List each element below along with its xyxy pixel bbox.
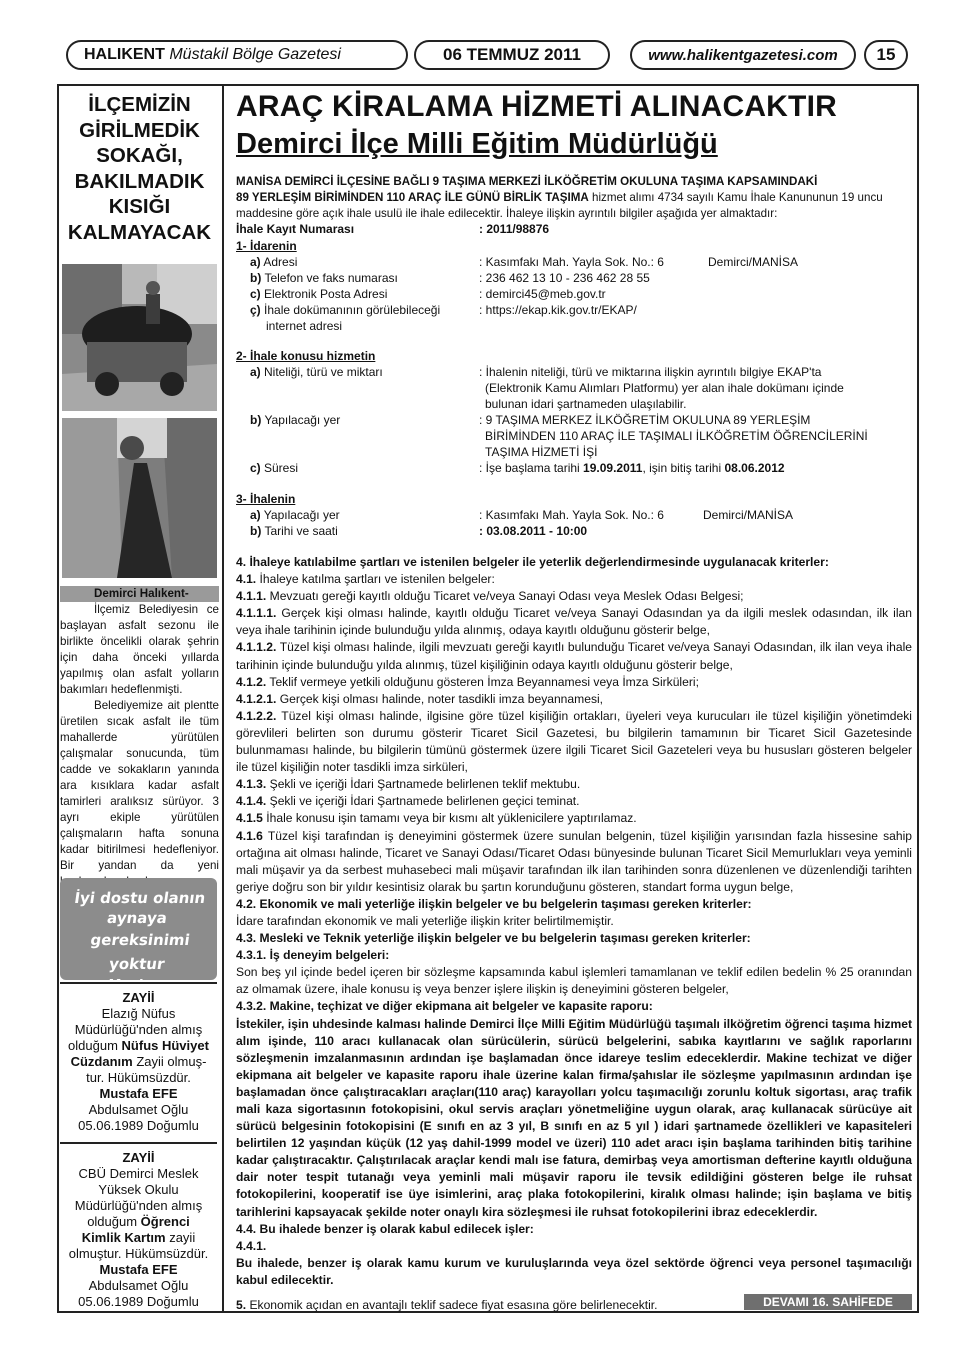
clause-number: 4.1.2.2. [236,708,277,723]
item-key: a) [250,508,261,522]
headline-line: GİRİLMEDİK [79,118,200,142]
body-paragraph [236,605,912,639]
clause-number: 4.1.5 [236,811,263,826]
notice-line: Abdulsamet Oğlu [88,1102,189,1117]
clause-number: 5. [236,1298,247,1313]
notice-line: Yüksek Okulu [98,1182,179,1197]
page-number: 15 [864,40,908,70]
clause-text: İhale konusu işin tamamı veya bir kısmı alt yüklenicilere yaptırılamaz. [262,811,637,826]
article-title: ARAÇ KİRALAMA HİZMETİ ALINACAKTIR [236,90,837,123]
clause-number: 4.1.3. [236,777,267,792]
s3-b-label [250,523,338,539]
intro-text: hizmet alımı 4734 sayılı Kamu İhale Kanununun 19 uncu maddesine göre açık ihale usulü ile ihale edilecektir. İhaleye ilişkin ayrıntılı bilgiler aşağıda yer almaktadır: [236,191,883,220]
body-paragraph [236,708,912,776]
item-key: b) [250,413,262,427]
s1-d-label-2: internet adresi [266,319,343,333]
s2-a-value: : İhalenin niteliği, türü ve miktarına ilişkin ayrıntılı bilgiye EKAP'ta [479,365,822,379]
s1-c-label [250,286,387,302]
article-subtitle: Demirci İlçe Milli Eğitim Müdürlüğü [236,128,718,160]
clause-text: Şekli ve içeriği İdari Şartnamede belirlenen geçici teminat. [266,794,580,809]
notice-line: 05.06.1989 Doğumlu [78,1118,199,1133]
tender-number-value: : 2011/98876 [479,222,550,236]
lost-notice-1 [60,982,217,1134]
section-2-title: 2- İhale konusu hizmetin [236,349,376,363]
body-paragraph: İdare tarafından ekonomik ve mali yeterliğe ilişkin kriter belirtilmemiştir. [236,913,614,928]
paper-name: HALIKENT [84,46,165,63]
notice-line: olmuştur. Hükümsüzdür. [68,1246,209,1261]
body-heading: 4.4. Bu ihalede benzer iş olarak kabul edilecek işler: [236,1221,534,1236]
s1-b-value: : 236 462 13 10 - 236 462 28 55 [479,271,650,285]
item-label: Adresi [260,255,298,269]
body-heading: 4.3. Mesleki ve Teknik yeterliğe ilişkin belgeler ve bu belgelerin taşıması gereken kriterler: [236,931,751,946]
s1-a-value: : Kasımfakı Mah. Yayla Sok. No.: 6 [479,255,664,269]
notice-text: olduğum [87,1214,141,1229]
body-paragraph: Bu ihalede, benzer iş olarak kamu kurum ve kuruluşlarında veya özel sektörde öğrenci veya personel taşımacılığı kabul edilecektir. [236,1255,912,1287]
notice-line: Abdulsamet Oğlu [88,1278,189,1293]
photo-caption [60,586,219,890]
item-label: Niteliği, türü ve miktarı [260,365,383,379]
item-label: İhale dokümanının görülebileceği [260,303,441,317]
item-key: ç) [250,303,261,317]
clause-number: 4.1. [236,572,257,587]
paper-tagline: Müstakil Bölge Gazetesi [169,46,341,63]
body-heading: 4.2. Ekonomik ve mali yeterliğe ilişkin belgeler ve bu belgelerin taşıması gereken kriterler: [236,896,752,911]
start-date: 19.09.2011 [583,461,643,475]
body-paragraph [236,828,912,896]
quote-line: İyi dostu olanın aynaya [73,889,207,927]
item-key: b) [250,271,262,285]
notice-line: 05.06.1989 Doğumlu [78,1294,199,1309]
clause-text: Şekli ve içeriği İdari Şartnamede belirlenen teklif mektubu. [266,777,581,792]
lost-notice-2 [60,1142,217,1310]
item-key: b) [250,524,262,538]
s1-b-label [250,270,398,286]
article-body [236,554,912,1314]
clause-number: 4.1.2. [236,674,267,689]
street-photo-asphalt [62,418,217,578]
s2-a-label [250,364,383,380]
notice-line [60,1230,217,1246]
caption-paragraph: Belediyemize ait plentte üretilen sıcak asfalt ile tüm mahallerde yürütülen çalışmalar sonucunda, tüm cadde ve sokakların yanında ara kısıklara kadar asfalt tamirleri aralıksız sürüyor. 3 ayrı ekiple yürütülen çalışmaların hafta sonuna kadar bitirilmesi hedefleniyor. Bir yandan da yeni [60,699,219,872]
s1-a-city: Demirci/MANİSA [708,255,799,269]
s1-d-label [250,302,440,318]
notice-text: zayii [165,1230,196,1245]
s1-a-label [250,254,297,270]
s2-b-value: TAŞIMA HİZMETİ İŞİ [485,445,598,459]
headline-line: İLÇEMİZİN [88,93,191,116]
end-date: 08.06.2012 [724,461,785,475]
s2-a-value: (Elektronik Kamu Alımları Platformu) yer alan ihale dokümanı içinde [485,381,844,395]
newspaper-name [66,40,408,70]
quote-author: Mevlana [107,978,170,993]
notice-text: olduğum [68,1038,122,1053]
item-label: Süresi [260,461,299,475]
headline-line: SOKAĞI, [96,144,183,168]
notice-bold: Kimlik Kartım [81,1230,166,1245]
continued-on-page-16: DEVAMI 16. SAHİFEDE [744,1294,912,1310]
notice-text: Zayii olmuş- [132,1054,207,1069]
headline-line: KISIĞI [108,195,171,219]
intro-bold: MANİSA DEMİRCİ İLÇESİNE BAĞLI 9 TAŞIMA MERKEZİ İLKÖĞRETİM OKULUNA TAŞIMA KAPSAMINDAKİ [236,175,818,188]
s1-d-value[interactable]: : https://ekap.kik.gov.tr/EKAP/ [479,303,637,317]
s1-c-value[interactable]: : demirci45@meb.gov.tr [479,287,606,301]
quote-box [60,878,217,993]
item-key: c) [250,287,261,301]
s3-a-label [250,507,340,523]
notice-line [60,1038,217,1054]
s2-b-label [250,412,340,428]
body-paragraph [236,571,912,588]
column-divider [222,84,224,1313]
issue-date: 06 TEMMUZ 2011 [414,40,610,70]
notice-bold: Nüfus Hüviyet [121,1038,209,1053]
notice-line: Elazığ Nüfus [101,1006,176,1021]
item-text: , işin bitiş tarihi [642,461,725,475]
body-paragraph [236,776,912,793]
item-label: Telefon ve faks numarası [261,271,398,285]
tender-number-label: İhale Kayıt Numarası [236,222,355,236]
item-key: c) [250,461,261,475]
item-key: a) [250,255,261,269]
sidebar-headline [57,92,222,246]
item-label: Tarihi ve saati [261,524,338,538]
quote-line: gereksinimi yoktur [89,931,192,973]
clause-text: İhaleye katılma şartları ve istenilen belgeler: [256,572,495,587]
body-paragraph [236,793,912,810]
headline-line: BAKILMADIK [74,169,205,193]
s2-c-value [479,460,785,476]
clause-number: 4.1.6 [236,828,263,843]
item-label: Elektronik Posta Adresi [260,287,388,301]
item-label: Yapılacağı yer [261,413,341,427]
clause-number: 4.1.4. [236,794,267,809]
caption-paragraph: İlçemiz Belediyesin ce başlayan asfalt sezonu ile birlikte öncelikli olarak şehrin için daha önceki yıllarda yapılmış olan asfalt yolların bakımları hedeflenmişti. [60,603,219,696]
body-heading: 4. İhaleye katılabilme şartları ve istenilen belgeler ile yeterlik değerlendirmesinde uygulanacak kriterler: [236,555,829,569]
clause-text: Ekonomik açıdan en avantajlı teklif sadece fiyat esasına göre belirlenecektir. [246,1298,658,1313]
s3-b-value: : 03.08.2011 - 10:00 [479,524,588,538]
s3-a-city: Demirci/MANİSA [703,508,794,522]
notice-title: ZAYİİ [122,990,155,1005]
section-1-title: 1- İdarenin [236,239,297,253]
notice-line: Müdürlüğü'nden almış [74,1022,203,1037]
clause-text: Tüzel kişi olması halinde, ilgili mevzuatı gereği kayıtlı bulunduğu Ticaret ve/veya Sanayi Odasından, ilk ilan veya ihale tarihinin içinde bulunduğu yılda alınmış, tüzel kişiliğinin odaya kayıtlı olduğunu gösterir belge, [236,640,912,672]
body-paragraph [236,674,912,691]
item-label: Yapılacağı yer [260,508,340,522]
notice-line [60,1054,217,1070]
clause-text: Mevzuatı gereği kayıtlı olduğu Ticaret ve/veya Sanayi Odası veya Meslek Odası Belgesi; [266,589,744,604]
body-paragraph: İstekiler, işin uhdesinde kalması halinde Demirci İlçe Milli Eğitim Müdürlüğü taşımalı ilköğretim öğrenci taşıma hizmet alım işinde, 110 aracı kullanacak olan sürücülerin, sürücü belgelerini, sabıka kayıtlarını ve sağlık raporlarını sözleşmenin imzalanmasının ardından işe başlamadan önce idareye teslim edeceklerdir. Makine techizat ve diğer ekipmana ait belgeler ve kapasite raporu ihale üzerine kalan firma/şahıslar ile sözleşme yapılmasının ardından işe başlamadan önce çalıştıracakları araçları(110 araç) karayolları yolcu taşımacılığı zorunlu koltuk sigortası, araç trafik mali kaza sigortasının fotokopisini, okul servis araçları yönetmeliğine uygun olarak, araç kullanacak sürücüye ait sürücü belgesinin fotokopisini (E sınıfı en az 3 yıl, B sınıfı en az 5 yıl ) idari şartnamede özellikleri ve kapasiteleri belirtilen 12 yaşından küçük (12 yaş dahil-1999 model ve üzeri) 110 adet aracı işin başlama tarihinden bitiş tarihine kadar çalıştıracaktır. Çalıştırılacak araçlar kendi malı ise fatura, demirbaş veya amortisman defterine kayıtlı olduğuna dair noter tespit tutanağı veya yeminli mali müşavir raporu ile tevsik edildiğini gösteren belge ile ruhsat fotokopilerini, kooperatif ise üye isimlerini, araç plaka fotokopilerini, kiralık olması halinde; işin başlama ve bitiş tarihlerini kapsayacak şekilde noter onaylı kira sözleşmesi ile ruhsat fotokopilerini ibraz edeceklerdir. [236,1016,912,1219]
s2-b-value: BİRİMİNDEN 110 ARAÇ İLE TAŞIMALI İLKÖĞRETİM ÖĞRENCİLERİNİ [485,429,868,443]
clause-text: Tüzel kişi olması halinde, ilgisine göre tüzel kişiliğin ortakları, üyeleri veya kurucuları ile tüzel kişiliğin yönetimdeki görevlileri belirten son durumu gösterir Ticaret Sicil Gazetesi, bu bilgilerin tamamının bir Ticaret Sicil Gazetesinde bulunmaması halinde, bu bilgilerin tümünü göstermek üzere ilgili Ticaret Sicil Gazeteleri veya bu hususları gösteren belgeler ile tüzel kişiliğin noter tasdikli imza sirküleri, [236,708,912,775]
s3-a-value: : Kasımfakı Mah. Yayla Sok. No.: 6 [479,508,664,522]
body-paragraph [236,691,912,708]
body-paragraph [236,588,912,605]
section-3-title: 3- İhalenin [236,492,296,506]
clause-text: Tüzel kişi tarafından iş deneyimini göstermek üzere sunulan belgenin, tüzel kişiliğin yarısından fazla hissesine sahip ortağına ait olması halinde, Ticaret ve Sanayi Odası/Ticaret Odası bünyesinde bulunan Ticaret Sicil Memurlukları veya yeminli mali müşavir ya da serbest muhasebeci mali müşavir tarafından ilk ilan tarihinden sonra düzenlenen ve düzenlendiği tarihten geriye doğru son bir yıldır kesintisiz olarak bu şartın korunduğunu gösteren, standart forma uygun belge, [236,828,912,894]
headline-line: KALMAYACAK [67,220,212,244]
notice-line: CBÜ Demirci Meslek [78,1166,199,1181]
clause-number: 4.1.2.1. [236,691,277,706]
clause-text: Gerçek kişi olması halinde, noter tasdikli imza beyannamesi, [276,691,604,706]
notice-bold: Öğrenci [140,1214,190,1229]
body-heading: 4.3.2. Makine, teçhizat ve diğer ekipmana ait belgeler ve kapasite raporu: [236,999,653,1014]
clause-number: 4.1.1. [236,589,267,604]
street-photo-worker [62,264,217,411]
caption-lead: Demirci Halıkent- [60,586,219,602]
notice-line [60,1214,217,1230]
body-heading: 4.4.1. [236,1238,267,1253]
notice-bold: Cüzdanım [70,1054,133,1069]
body-paragraph [236,639,912,673]
notice-name: Mustafa EFE [99,1262,178,1277]
notice-title: ZAYİİ [122,1150,155,1165]
body-paragraph: Son beş yıl içinde bedel içeren bir sözleşme kapsamında kabul işlemleri tamamlanan ve teklif edilen bedelin % 25 oranından az olmamak üzere, ihale konusu iş veya benzer işlere ilişkin iş deneyimini gösteren belgeler, [236,965,912,997]
website-link[interactable]: www.halikentgazetesi.com [630,40,856,70]
article-intro [236,174,912,222]
clause-text: Gerçek kişi olması halinde, kayıtlı olduğu Ticaret ve/veya Sanayi Odasından ya da ilgili meslek odasından, ilk ilan veya ihale tarihinin içinde bulunduğu yılda alınmış, odaya kayıtlı olduğunu gösterir belge, [236,606,912,638]
clause-number: 4.1.1.1. [236,606,277,621]
notice-line: Müdürlüğü'nden almış [74,1198,203,1213]
item-text: : İşe başlama tarihi [479,461,584,475]
s2-b-value: : 9 TAŞIMA MERKEZ İLKÖĞRETİM OKULUNA 89 YERLEŞİM [479,413,811,427]
s2-a-value: bulunan idari şartnameden ulaşılabilir. [485,397,687,411]
notice-line: tur. Hükümsüzdür. [86,1070,191,1085]
body-heading: 4.3.1. İş deneyim belgeleri: [236,948,390,963]
clause-text: Teklif vermeye yetkili olduğunu gösteren İmza Beyannamesi veya İmza Sirküleri; [266,674,699,689]
body-paragraph [236,810,912,827]
item-key: a) [250,365,261,379]
intro-bold: 89 YERLEŞİM BİRİMİNDEN 110 ARAÇ İLE GÜNÜ BİRLİK TAŞIMA [236,191,589,204]
clause-number: 4.1.1.2. [236,640,277,655]
notice-name: Mustafa EFE [99,1086,178,1101]
s2-c-label [250,460,298,476]
